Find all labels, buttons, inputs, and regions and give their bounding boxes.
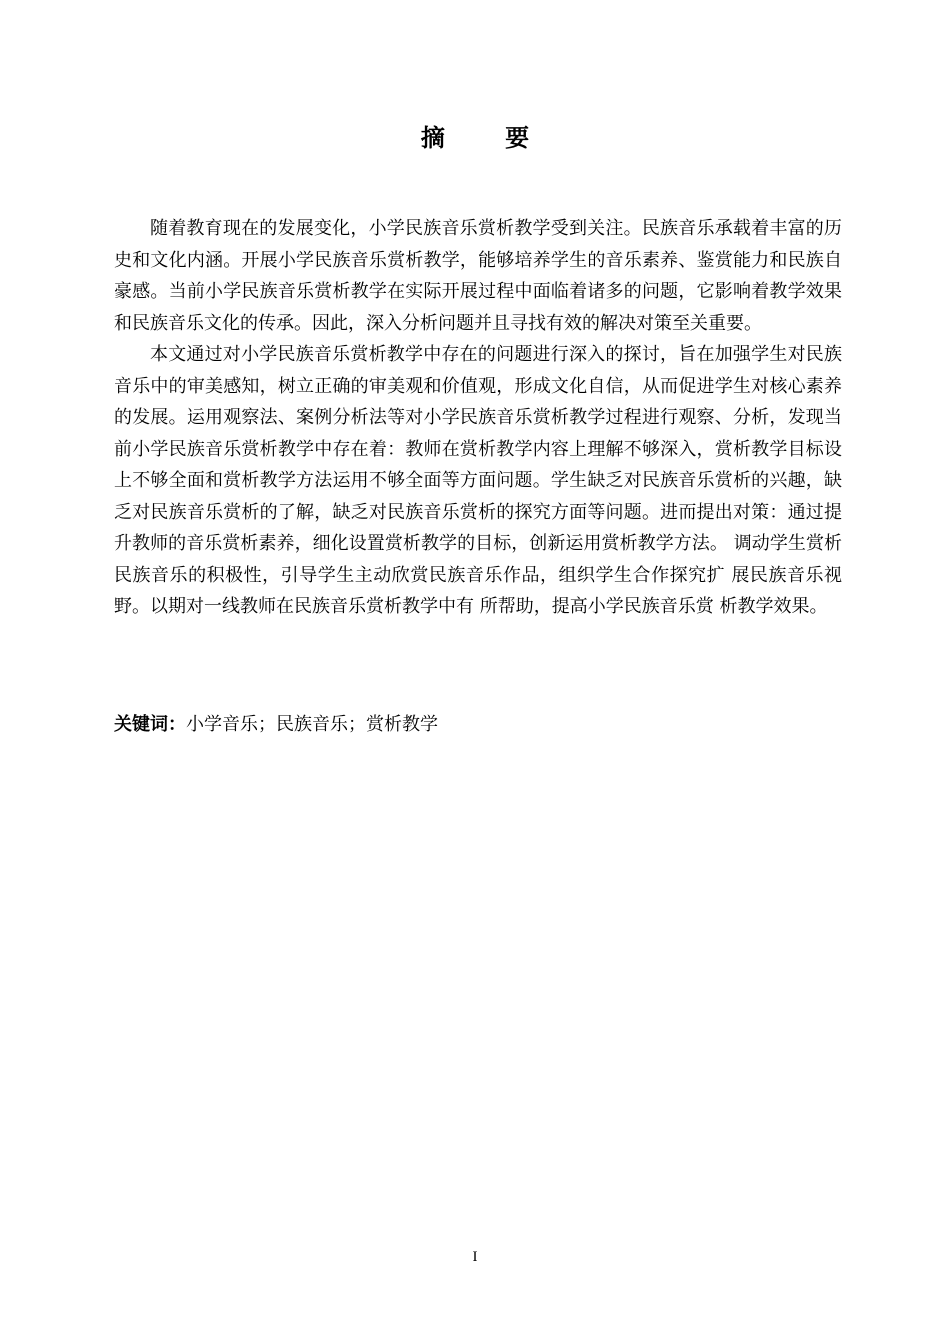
abstract-title: 摘 要 — [420, 124, 556, 152]
abstract-paragraph-1: 随着教育现在的发展变化，小学民族音乐赏析教学受到关注。民族音乐承载着丰富的历史和文化内涵。开展小学民族音乐赏析教学，能够培养学生的音乐素养、鉴赏能力和民族自豪感。当前小学民族音乐赏析教学在实际开展过程中面临着诸多的问题，它影响着教学效果和民族音乐文化的传承。因此，深入分析问题并且寻找有效的解决对策至关重要。 — [114, 218, 842, 334]
keywords-line — [114, 709, 842, 741]
abstract-body — [114, 213, 842, 623]
abstract-paragraph-2: 本文通过对小学民族音乐赏析教学中存在的问题进行深入的探讨，旨在加强学生对民族音乐中的审美感知，树立正确的审美观和价值观，形成文化自信，从而促进学生对核心素养的发展。运用观察法、案例分析法等对小学民族音乐赏析教学过程进行观察、分析，发现当前小学民族音乐赏析教学中存在着：教师在赏析教学内容上理解不够深入，赏析教学目标设上不够全面和赏析教学方法运用不够全面等方面问题。学生缺乏对民族音乐赏析的兴趣，缺乏对民族音乐赏析的了解，缺乏对民族音乐赏析的探究方面等问题。进而提出对策：通过提升教师的音乐赏析素养，细化设置赏析教学的目标，创新运用赏析教学方法。 调动学生赏析民族音乐的积极性，引导学生主动欣赏民族音乐作品，组织学生合作探究扩 展民族音乐视野。以期对一线教师在民族音乐赏析教学中有 所帮助，提高小学民族音乐赏 析教学效果。 — [114, 344, 842, 617]
keywords-text: 小学音乐；民族音乐；赏析教学 — [186, 714, 438, 735]
keywords-label: 关键词： — [114, 714, 186, 735]
page-number: I — [472, 1249, 478, 1265]
